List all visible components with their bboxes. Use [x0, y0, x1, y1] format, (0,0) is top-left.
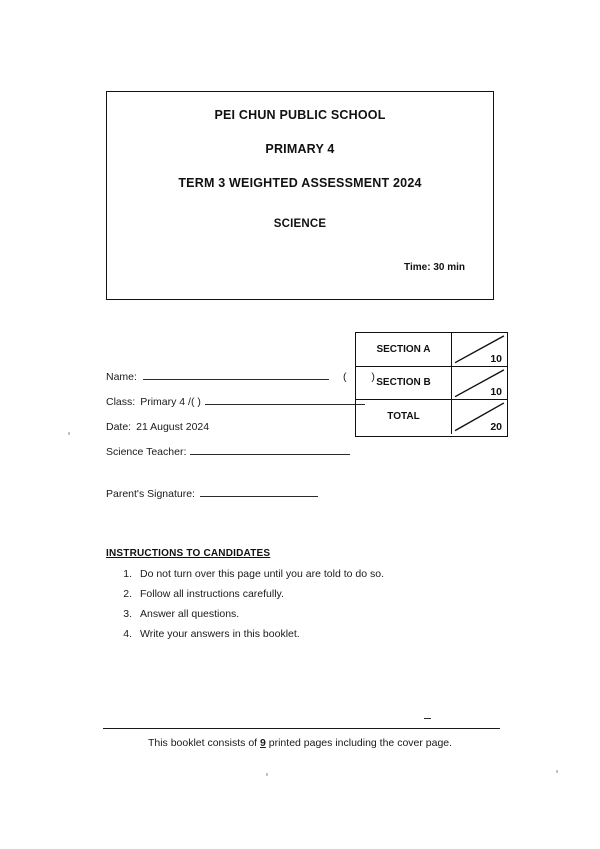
instruction-number: 2.	[123, 588, 132, 600]
name-input-line[interactable]	[143, 379, 329, 380]
instruction-number: 1.	[123, 568, 132, 580]
list-item	[112, 568, 384, 588]
marks-label-section-b: SECTION B	[356, 367, 452, 400]
footer-stray-mark	[424, 718, 431, 719]
assessment-title: TERM 3 WEIGHTED ASSESSMENT 2024	[178, 176, 422, 190]
marks-score-section-b[interactable]	[452, 367, 507, 400]
page-count-note	[0, 737, 600, 749]
list-item	[112, 588, 384, 608]
school-name: PEI CHUN PUBLIC SCHOOL	[214, 108, 386, 122]
marks-total-section-b: 10	[490, 386, 502, 399]
date-row	[106, 408, 356, 433]
instructions-heading: INSTRUCTIONS TO CANDIDATES	[106, 548, 271, 559]
scan-artifact	[68, 432, 70, 435]
scan-artifact	[556, 770, 558, 773]
marks-total-overall: 20	[490, 420, 502, 433]
instruction-text: Follow all instructions carefully.	[140, 588, 284, 600]
list-item	[112, 628, 384, 648]
class-row	[106, 383, 356, 408]
parent-signature-input-line[interactable]	[200, 496, 318, 497]
marks-table	[355, 332, 508, 437]
level-title: PRIMARY 4	[265, 142, 335, 156]
name-row	[106, 358, 386, 383]
instructions-list	[112, 568, 384, 648]
parent-signature-label: Parent's Signature:	[106, 488, 195, 500]
science-teacher-input-line[interactable]	[190, 454, 350, 455]
science-teacher-label: Science Teacher:	[106, 446, 187, 458]
instruction-text: Answer all questions.	[140, 608, 240, 620]
time-allowed: Time: 30 min	[404, 262, 465, 273]
marks-row-section-b	[356, 367, 507, 401]
marks-row-section-a	[356, 333, 507, 367]
page-count-prefix: This booklet consists of	[147, 737, 258, 749]
page-count-value: 9	[260, 737, 266, 749]
marks-row-total	[356, 400, 507, 434]
class-input-line[interactable]	[205, 404, 365, 405]
parent-signature-row	[106, 475, 356, 500]
marks-label-section-a: SECTION A	[356, 333, 452, 366]
instruction-number: 4.	[123, 628, 132, 640]
instruction-text: Do not turn over this page until you are told to do so.	[140, 568, 384, 580]
marks-total-section-a: 10	[490, 352, 502, 365]
class-label: Class:	[106, 396, 136, 408]
marks-score-section-a[interactable]	[452, 333, 507, 366]
candidate-particulars	[106, 358, 386, 500]
exam-header-box	[106, 91, 494, 300]
scan-artifact	[266, 773, 268, 776]
list-item	[112, 608, 384, 628]
marks-label-total: TOTAL	[356, 400, 452, 434]
class-value[interactable]: Primary 4 /( )	[140, 396, 201, 408]
name-label: Name:	[106, 371, 137, 383]
date-value: 21 August 2024	[136, 421, 210, 433]
footer-divider	[103, 728, 500, 729]
date-label: Date:	[106, 421, 132, 433]
index-number-field[interactable]: ( )	[342, 371, 386, 383]
instruction-text: Write your answers in this booklet.	[140, 628, 300, 640]
marks-score-total[interactable]	[452, 400, 507, 434]
science-teacher-row	[106, 433, 356, 458]
subject-title: SCIENCE	[273, 218, 327, 230]
page-count-suffix: printed pages including the cover page.	[268, 737, 453, 749]
instruction-number: 3.	[123, 608, 132, 620]
